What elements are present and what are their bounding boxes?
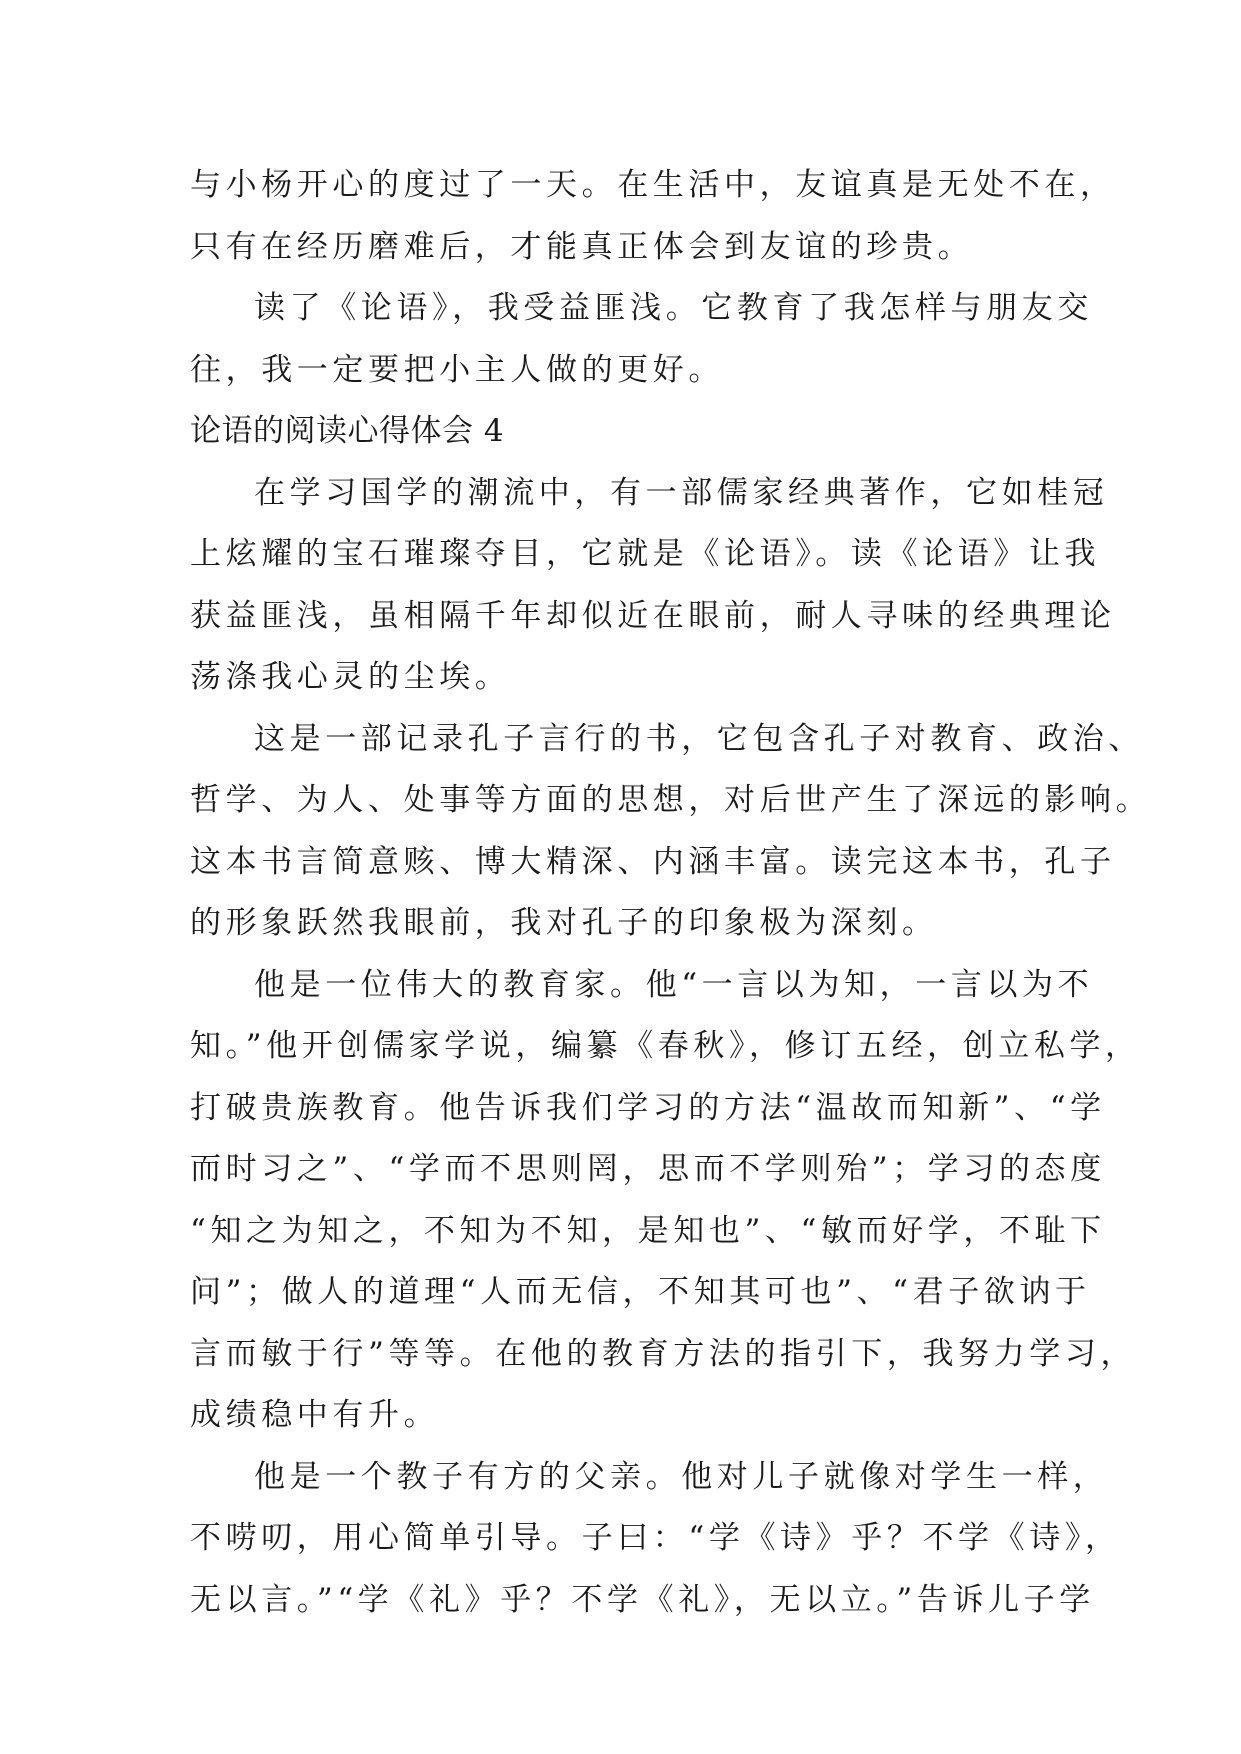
text-line: 而时习之”、“学而不思则罔，思而不学则殆”；学习的态度 (190, 1151, 1106, 1187)
text-line: 成绩稳中有升。 (190, 1397, 440, 1433)
text-line: 荡涤我心灵的尘埃。 (190, 659, 511, 695)
text-line: 与小杨开心的度过了一天。在生活中，友谊真是无处不在， (190, 167, 1116, 203)
text-line: 这是一部记录孔子言行的书，它包含孔子对教育、政治、 (254, 720, 1144, 757)
paragraph-4 (190, 709, 1152, 955)
text-line: 上炫耀的宝石璀璨夺目，它就是《论语》。读《论语》让我 (190, 536, 1101, 572)
text-line: 读了《论语》，我受益匪浅。它教育了我怎样与朋友交 (254, 290, 1093, 326)
text-line: 无以言。”“学《礼》乎？不学《礼》，无以立。”告诉儿子学 (190, 1581, 1095, 1618)
text-line: “知之为知之，不知为不知，是知也”、“敏而好学，不耻下 (190, 1212, 1106, 1249)
text-line: 哲学、为人、处事等方面的思想，对后世产生了深远的影响。 (190, 782, 1152, 818)
text-line: 他是一位伟大的教育家。他“一言以为知，一言以为不 (254, 966, 1094, 1003)
text-line: 获益匪浅，虽相隔千年却似近在眼前，耐人寻味的经典理论 (190, 597, 1116, 634)
paragraph-5 (190, 955, 1141, 1447)
text-line: 打破贵族教育。他告诉我们学习的方法“温故而知新”、“学 (190, 1089, 1106, 1126)
text-line: 言而敏于行”等等。在他的教育方法的指引下，我努力学习， (190, 1335, 1137, 1372)
paragraph-2 (190, 278, 1093, 401)
paragraph-3 (190, 463, 1116, 709)
text-line: 他是一个教子有方的父亲。他对儿子就像对学生一样， (254, 1458, 1109, 1495)
text-line: 知。”他开创儒家学说，编纂《春秋》，修订五经，创立私学， (190, 1028, 1141, 1064)
text-line: 只有在经历磨难后，才能真正体会到友谊的珍贵。 (190, 228, 974, 265)
text-line: 往，我一定要把小主人做的更好。 (190, 351, 724, 388)
text-line: 的形象跃然我眼前，我对孔子的印象极为深刻。 (190, 905, 938, 941)
text-line: 不唠叨，用心简单引导。子曰：“学《诗》乎？不学《诗》， (190, 1520, 1121, 1556)
text-line: 在学习国学的潮流中，有一部儒家经典著作，它如桂冠 (254, 474, 1109, 511)
text-line: 问”；做人的道理“人而无信，不知其可也”、“君子欲讷于 (190, 1274, 1091, 1310)
document-page (190, 155, 1152, 1631)
paragraph-1 (190, 155, 1116, 278)
section-heading: 论语的阅读心得体会 4 (190, 413, 505, 449)
text-line: 这本书言简意赅、博大精深、内涵丰富。读完这本书，孔子 (190, 843, 1116, 880)
paragraph-6 (190, 1447, 1121, 1632)
